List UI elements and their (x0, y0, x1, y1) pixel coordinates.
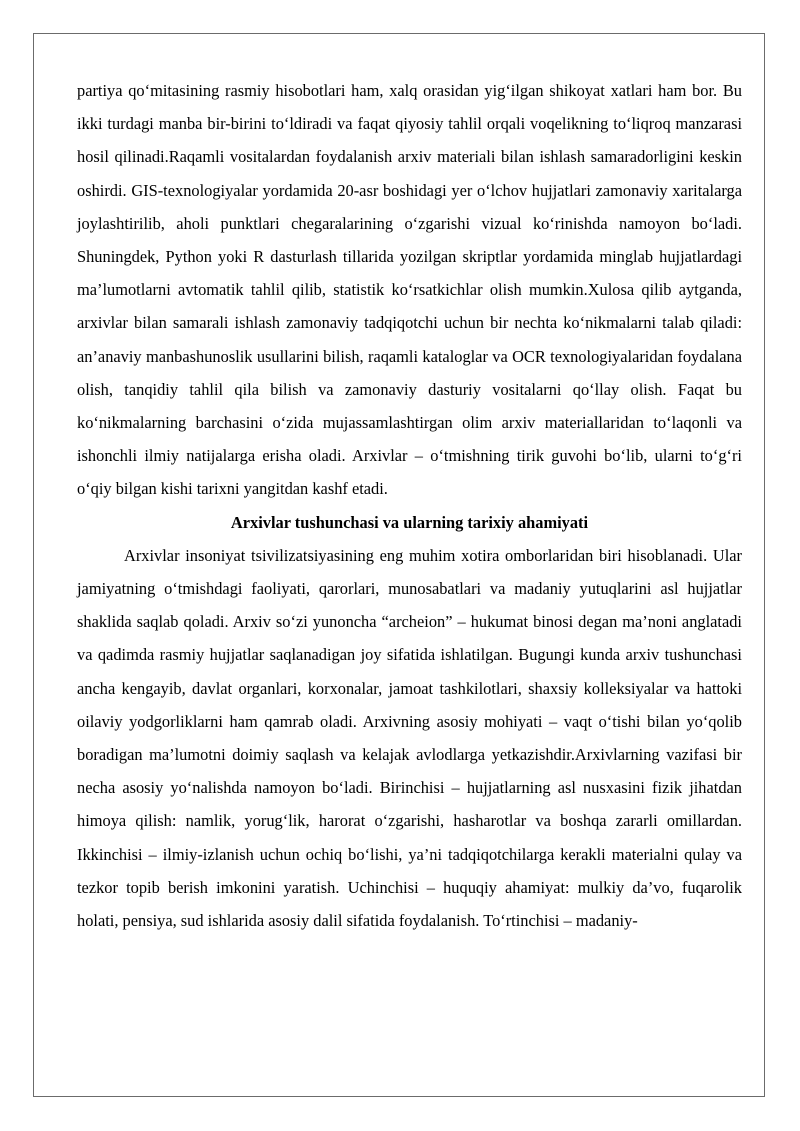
body-paragraph-continued: partiya qo‘mitasining rasmiy hisobotlari ham, xalq orasidan yig‘ilgan shikoyat xatlari ham bor. Bu ikki turdagi manba bir-birini to‘ldiradi va faqat qiyosiy tahlil orqali voqelikning to‘liqroq manzarasi hosil qilinadi.Raqamli vositalardan foydalanish arxiv materiali bilan ishlash samaradorligini keskin oshirdi. GIS-texnologiyalar yordamida 20-asr boshidagi yer o‘lchov hujjatlari zamonaviy xaritalarga joylashtirilib, aholi punktlari chegaralarining o‘zgarishi vizual ko‘rinishda namoyon bo‘ladi. Shuningdek, Python yoki R dasturlash tillarida yozilgan skriptlar yordamida minglab hujjatlardagi ma’lumotlarni avtomatik tahlil qilib, statistik ko‘rsatkichlar olish mumkin.Xulosa qilib aytganda, arxivlar bilan samarali ishlash zamonaviy tadqiqotchi uchun bir nechta ko‘nikmalarni talab qiladi: an’anaviy manbashunoslik usullarini bilish, raqamli kataloglar va OCR texnologiyalaridan foydalana olish, tanqidiy tahlil qila bilish va zamonaviy dasturiy vositalarni qo‘llay olish. Faqat bu ko‘nikmalarning barchasini o‘zida mujassamlashtirgan olim arxiv materiallaridan to‘laqonli va ishonchli ilmiy natijalarga erisha oladi. Arxivlar – o‘tmishning tirik guvohi bo‘lib, ularni to‘g‘ri o‘qiy bilgan kishi tarixni yangitdan kashf etadi. (77, 81, 742, 499)
page-content (77, 74, 742, 937)
section-heading: Arxivlar tushunchasi va ularning tarixiy ahamiyati (230, 512, 589, 532)
body-paragraph-archives: Arxivlar insoniyat tsivilizatsiyasining eng muhim xotira omborlaridan biri hisoblanadi. Ular jamiyatning o‘tmishdagi faoliyati, qarorlari, munosabatlari va madaniy yutuqlarini asl hujjatlar shaklida saqlab qoladi. Arxiv so‘zi yunoncha “archeion” – hukumat binosi degan ma’noni anglatadi va qadimda rasmiy hujjatlar saqlanadigan joy sifatida ishlatilgan. Bugungi kunda arxiv tushunchasi ancha kengayib, davlat organlari, korxonalar, jamoat tashkilotlari, shaxsiy kolleksiyalar va hattoki oilaviy yodgorliklarni ham qamrab oladi. Arxivning asosiy mohiyati – vaqt o‘tishi bilan yo‘qolib boradigan ma’lumotni doimiy saqlash va kelajak avlodlarga yetkazishdir.Arxivlarning vazifasi bir necha asosiy yo‘nalishda namoyon bo‘ladi. Birinchisi – hujjatlarning asl nusxasini fizik jihatdan himoya qilish: namlik, yorug‘lik, harorat o‘zgarishi, hasharotlar va boshqa zararli omillardan. Ikkinchisi – ilmiy-izlanish uchun ochiq bo‘lishi, ya’ni tadqiqotchilarga kerakli materialni qulay va tezkor topib berish imkonini yaratish. Uchinchisi – huquqiy ahamiyat: mulkiy da’vo, fuqarolik holati, pensiya, sud ishlarida asosiy dalil sifatida foydalanish. To‘rtinchisi – madaniy- (77, 545, 742, 931)
